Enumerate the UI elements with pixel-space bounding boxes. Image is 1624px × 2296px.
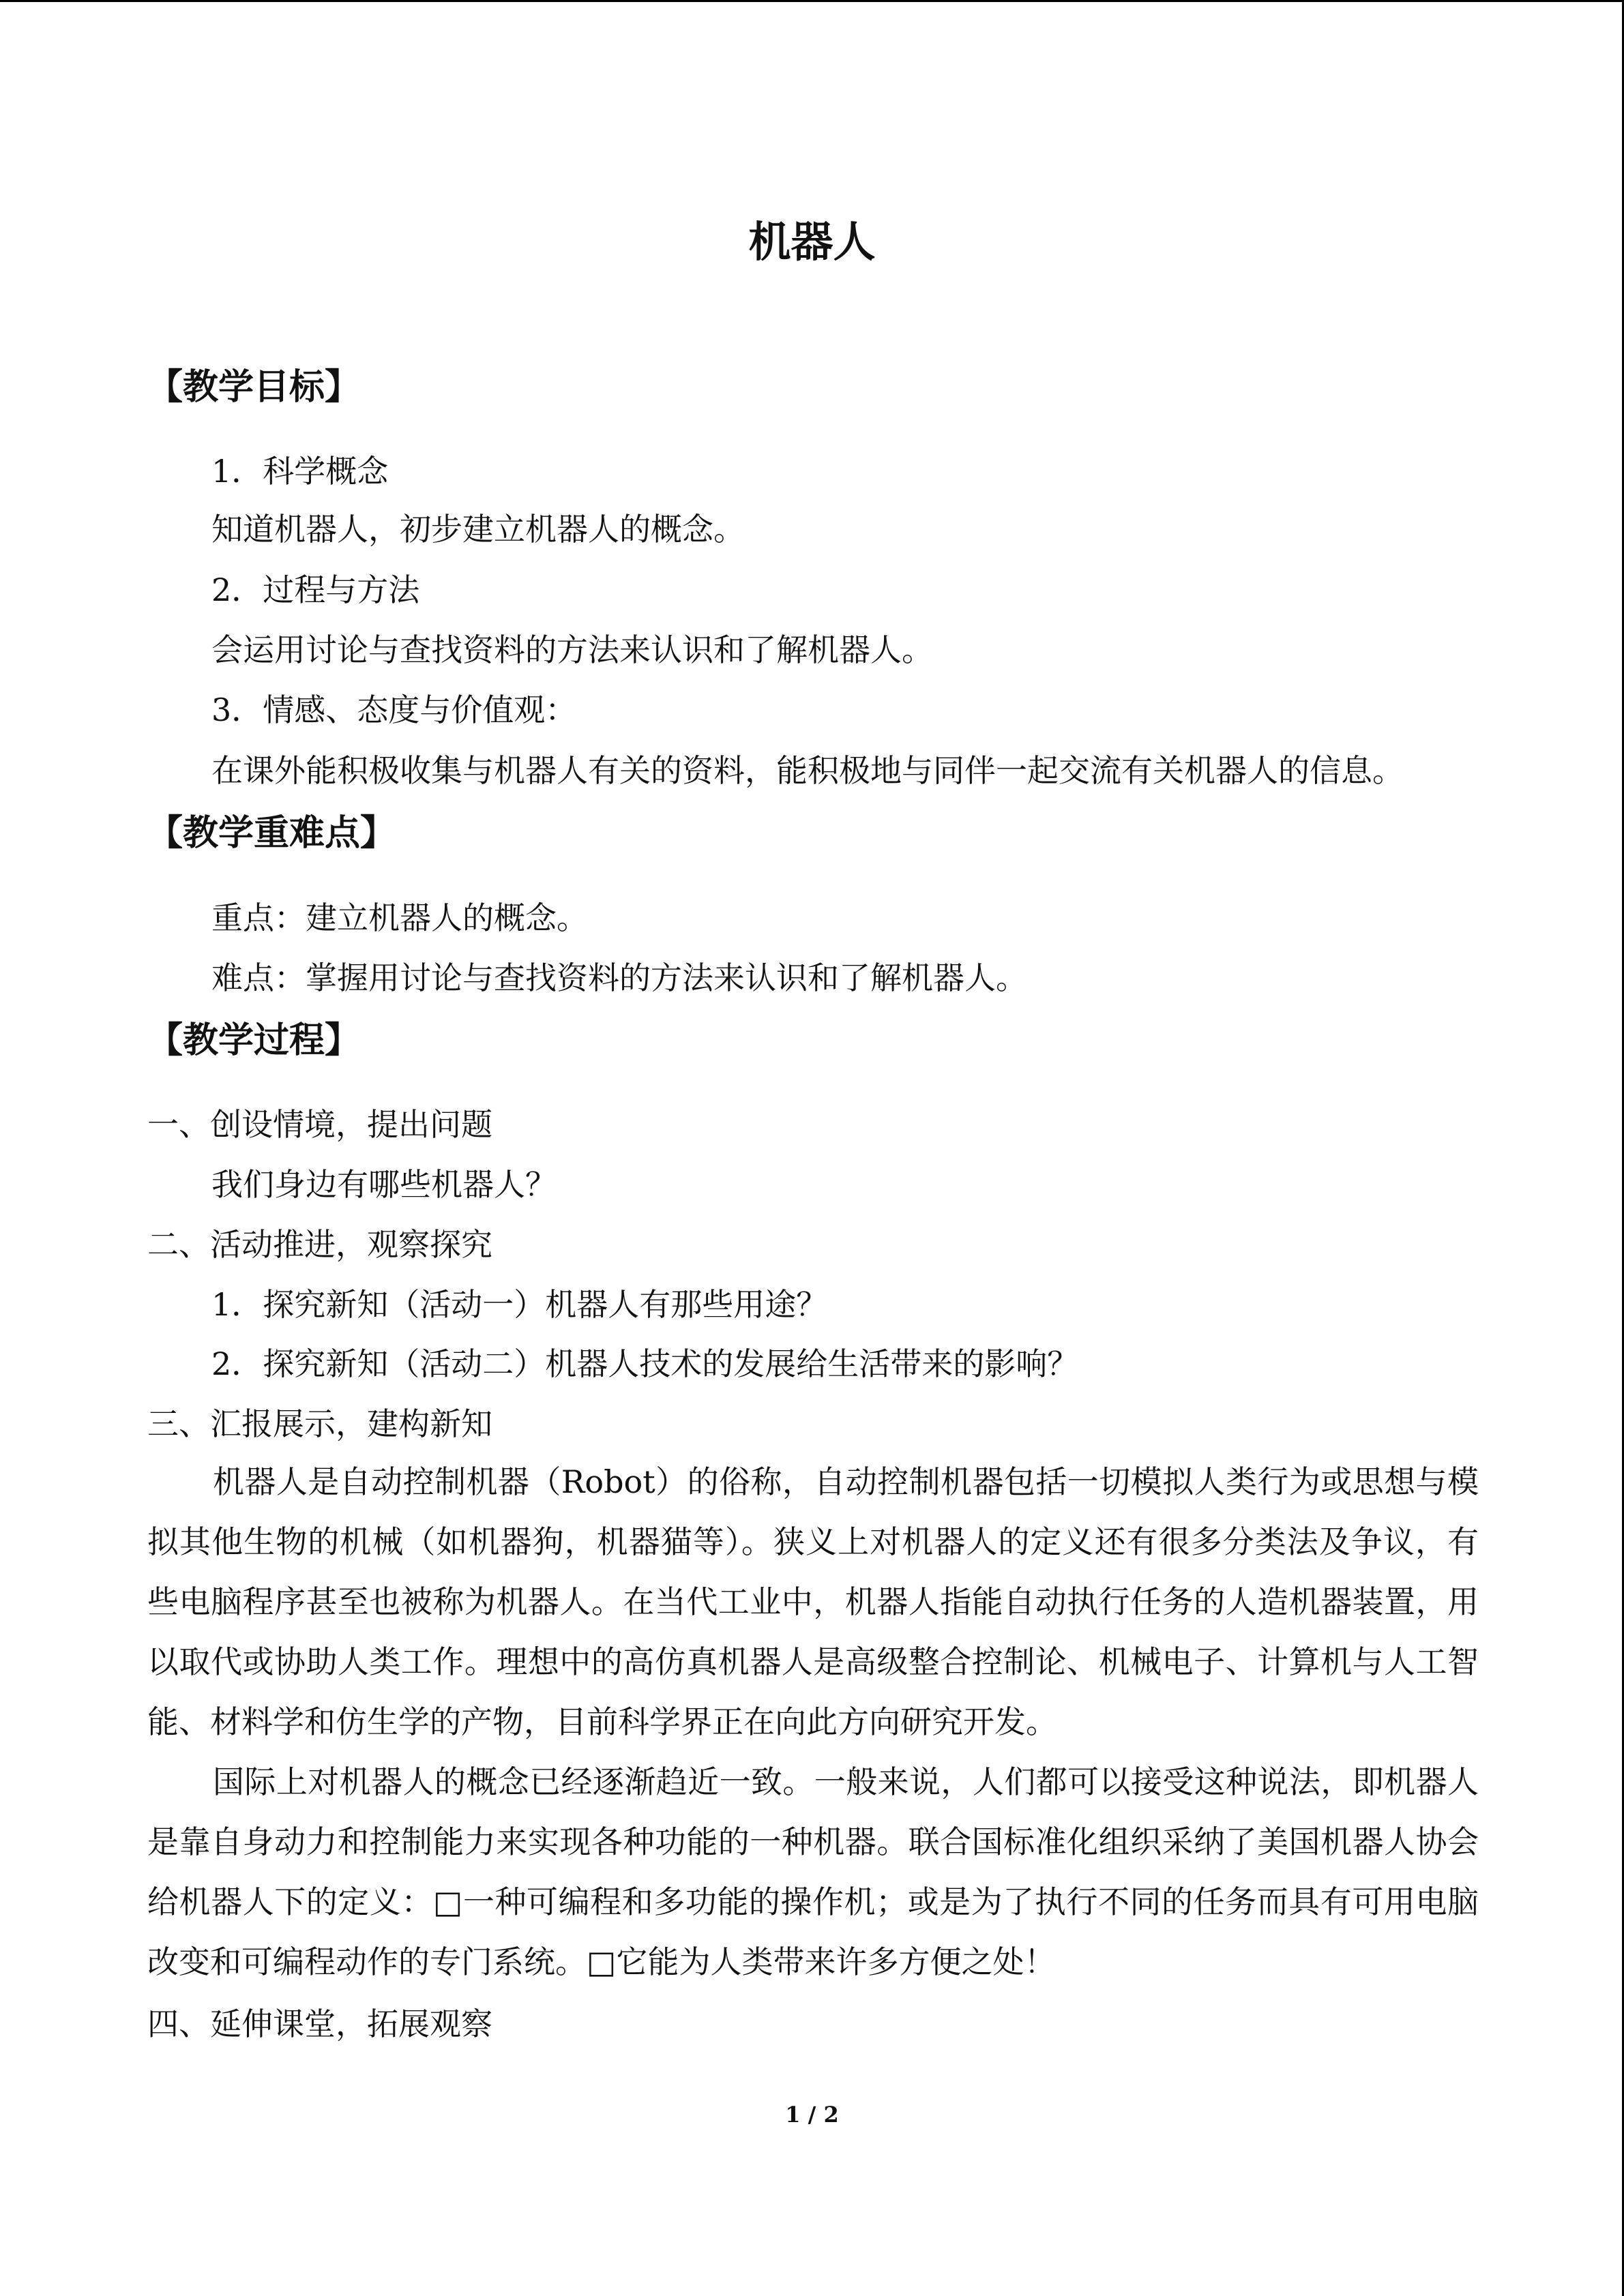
process-step-2-item-2: 2．探究新知（活动二）机器人技术的发展给生活带来的影响？ (211, 1345, 1079, 1382)
heading-objectives: 【教学目标】 (147, 366, 361, 408)
process-step-1-text: 我们身边有哪些机器人？ (211, 1166, 557, 1203)
process-step-2-title: 二、活动推进，观察探究 (147, 1226, 492, 1263)
key-point-focus: 重点：建立机器人的概念。 (211, 899, 588, 936)
process-step-1-title: 一、创设情境，提出问题 (147, 1106, 492, 1143)
process-step-2-item-1: 1．探究新知（活动一）机器人有那些用途？ (211, 1286, 828, 1323)
objective-2-text: 会运用讨论与查找资料的方法来认识和了解机器人。 (211, 631, 933, 668)
objective-3-label: 3．情感、态度与价值观： (211, 691, 577, 728)
process-step-3-paragraph-2: 国际上对机器人的概念已经逐渐趋近一致。一般来说，人们都可以接受这种说法，即机器人是靠自身动力和控制能力来实现各种功能的一种机器。联合国标准化组织采纳了美国机器人协会给机器人下的定义：□一种可编程和多功能的操作机；或是为了执行不同的任务而具有可用电脑改变和可编程动作的专门系统。□它能为人类带来许多方便之处！ (147, 1763, 1479, 1980)
objective-2-label: 2．过程与方法 (211, 571, 420, 608)
heading-key-points: 【教学重难点】 (147, 812, 396, 854)
objective-3-text: 在课外能积极收集与机器人有关的资料，能积极地与同伴一起交流有关机器人的信息。 (211, 752, 1404, 789)
process-step-3-title: 三、汇报展示，建构新知 (147, 1405, 492, 1442)
objective-1-label: 1．科学概念 (211, 453, 389, 490)
process-step-4-title: 四、延伸课堂，拓展观察 (147, 2006, 492, 2042)
page-number: 1 / 2 (785, 2102, 839, 2128)
process-step-3-paragraph-1: 机器人是自动控制机器（Robot）的俗称，自动控制机器包括一切模拟人类行为或思想与模拟其他生物的机械（如机器狗，机器猫等）。狭义上对机器人的定义还有很多分类法及争议，有些电脑程序甚至也被称为机器人。在当代工业中，机器人指能自动执行任务的人造机器装置，用以取代或协助人类工作。理想中的高仿真机器人是高级整合控制论、机械电子、计算机与人工智能、材料学和仿生学的产物，目前科学界正在向此方向研究开发。 (147, 1463, 1479, 1740)
key-point-difficulty: 难点：掌握用讨论与查找资料的方法来认识和了解机器人。 (211, 959, 1027, 996)
heading-process: 【教学过程】 (147, 1019, 361, 1061)
objective-1-text: 知道机器人，初步建立机器人的概念。 (211, 511, 745, 548)
page-title: 机器人 (748, 217, 876, 267)
